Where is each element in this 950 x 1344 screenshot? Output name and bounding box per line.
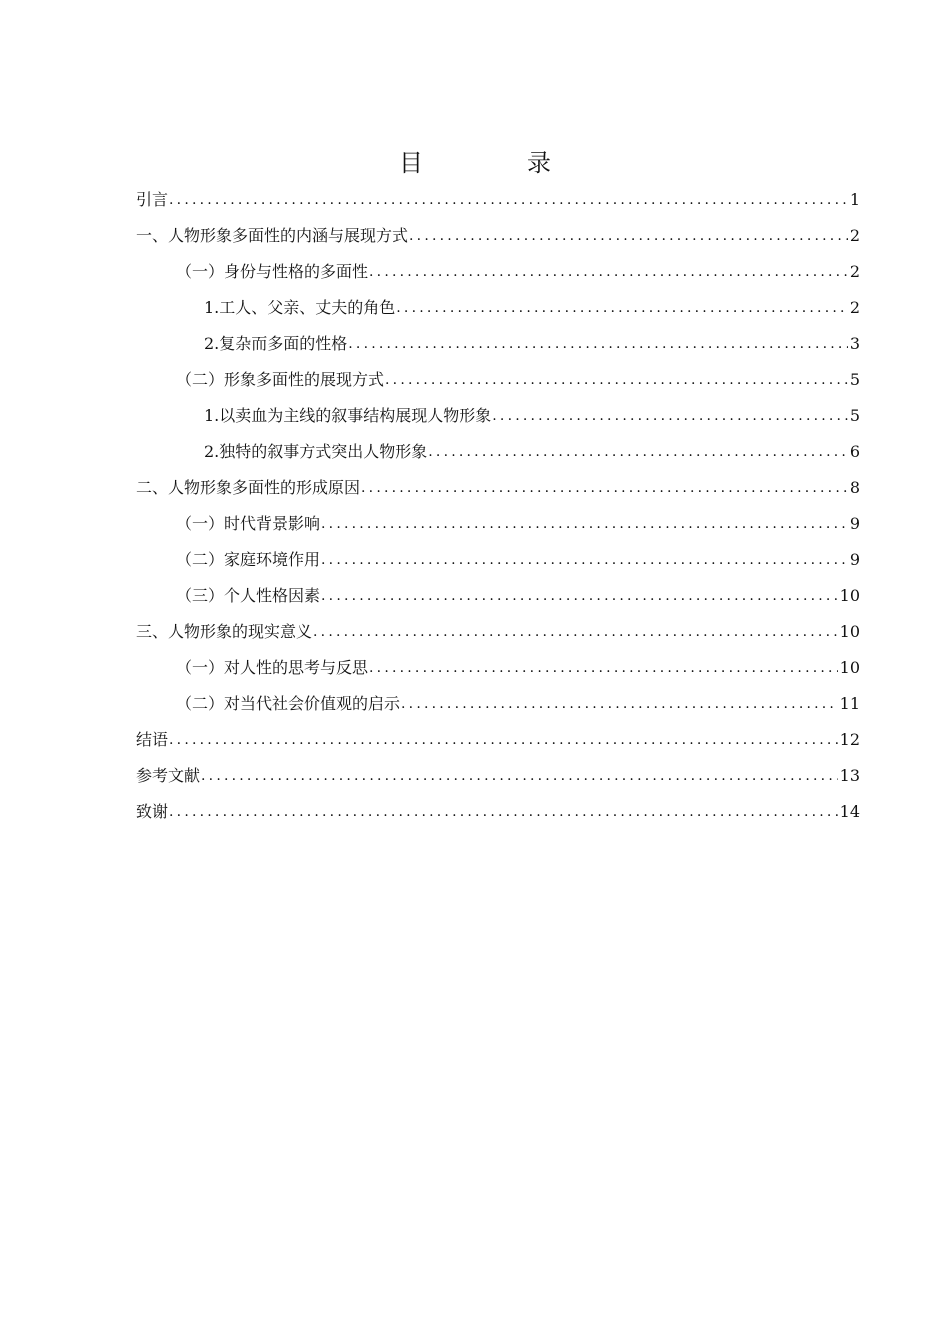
toc-page-number: 10 — [839, 622, 860, 641]
toc-entry-label: （三）个人性格因素 — [176, 586, 321, 605]
toc-entry-label: 1.以卖血为主线的叙事结构展现人物形象 — [204, 406, 492, 425]
toc-entry-label: （一）时代背景影响 — [176, 514, 321, 533]
toc-dot-leader — [347, 326, 848, 362]
toc-entry[interactable] — [136, 398, 860, 434]
toc-entry-label: 结语 — [136, 730, 169, 749]
toc-page-number: 9 — [849, 514, 860, 533]
toc-page-number: 2 — [849, 298, 860, 317]
toc-entry-label: 2.复杂而多面的性格 — [204, 334, 348, 353]
toc-dot-leader — [312, 614, 838, 650]
toc-dot-leader — [408, 218, 848, 254]
toc-dot-leader — [168, 794, 838, 830]
toc-entry[interactable] — [136, 506, 860, 542]
toc-page-number: 10 — [839, 658, 860, 677]
table-of-contents — [136, 182, 860, 830]
toc-dot-leader — [400, 686, 838, 722]
toc-entry[interactable] — [136, 722, 860, 758]
toc-dot-leader — [360, 470, 848, 506]
toc-dot-leader — [168, 182, 848, 218]
toc-entry-label: 致谢 — [136, 802, 169, 821]
toc-entry[interactable] — [136, 326, 860, 362]
toc-entry[interactable] — [136, 578, 860, 614]
toc-page-number: 2 — [849, 226, 860, 245]
toc-entry[interactable] — [136, 254, 860, 290]
toc-entry-label: 三、人物形象的现实意义 — [136, 622, 313, 641]
toc-page-number: 3 — [849, 334, 860, 353]
toc-dot-leader — [395, 290, 848, 326]
toc-entry-label: 二、人物形象多面性的形成原因 — [136, 478, 361, 497]
toc-entry[interactable] — [136, 686, 860, 722]
toc-dot-leader — [384, 362, 848, 398]
toc-page-number: 12 — [839, 730, 860, 749]
toc-dot-leader — [427, 434, 848, 470]
toc-page-number: 8 — [849, 478, 860, 497]
toc-entry-label: 2.独特的叙事方式突出人物形象 — [204, 442, 428, 461]
toc-entry[interactable] — [136, 758, 860, 794]
toc-dot-leader — [320, 506, 848, 542]
toc-dot-leader — [320, 542, 848, 578]
toc-entry[interactable] — [136, 182, 860, 218]
toc-entry-label: 1.工人、父亲、丈夫的角色 — [204, 298, 396, 317]
toc-entry-label: （一）对人性的思考与反思 — [176, 658, 369, 677]
toc-page-number: 5 — [849, 406, 860, 425]
toc-entry-label: 参考文献 — [136, 766, 201, 785]
toc-entry[interactable] — [136, 290, 860, 326]
toc-entry-label: （二）家庭环境作用 — [176, 550, 321, 569]
toc-page-number: 10 — [839, 586, 860, 605]
toc-dot-leader — [200, 758, 838, 794]
toc-page-number: 13 — [839, 766, 860, 785]
toc-entry-label: （一）身份与性格的多面性 — [176, 262, 369, 281]
toc-entry-label: （二）对当代社会价值观的启示 — [176, 694, 401, 713]
toc-entry-label: （二）形象多面性的展现方式 — [176, 370, 385, 389]
toc-entry-label: 引言 — [136, 190, 169, 209]
toc-dot-leader — [368, 650, 838, 686]
toc-entry[interactable] — [136, 218, 860, 254]
toc-page-number: 6 — [849, 442, 860, 461]
toc-entry[interactable] — [136, 614, 860, 650]
toc-entry[interactable] — [136, 434, 860, 470]
toc-entry[interactable] — [136, 542, 860, 578]
toc-page-number: 5 — [849, 370, 860, 389]
toc-entry-label: 一、人物形象多面性的内涵与展现方式 — [136, 226, 409, 245]
toc-entry[interactable] — [136, 794, 860, 830]
toc-entry[interactable] — [136, 362, 860, 398]
toc-title: 目 录 — [399, 149, 591, 177]
toc-page-number: 1 — [849, 190, 860, 209]
toc-dot-leader — [168, 722, 838, 758]
toc-page-number: 2 — [849, 262, 860, 281]
toc-entry[interactable] — [136, 470, 860, 506]
toc-dot-leader — [368, 254, 848, 290]
toc-page-number: 14 — [839, 802, 860, 821]
toc-page-number: 11 — [839, 694, 860, 713]
toc-dot-leader — [491, 398, 848, 434]
toc-page-number: 9 — [849, 550, 860, 569]
toc-dot-leader — [320, 578, 838, 614]
toc-entry[interactable] — [136, 650, 860, 686]
